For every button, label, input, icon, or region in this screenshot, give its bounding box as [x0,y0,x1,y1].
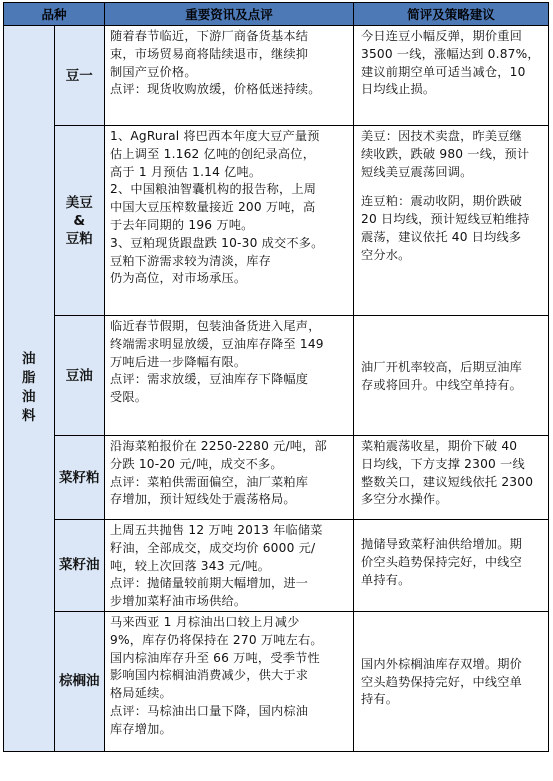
table-row [4,520,549,612]
info-cell: 随着春节临近，下游厂商备货基本结 束，市场贸易商将陆续退市，继续抑 制国产豆价格。 点评：现货收购放缓，价格低迷持续。 [105,26,354,126]
header-advice: 简评及策略建议 [354,3,549,26]
variety-cell: 豆油 [54,316,105,436]
advice-cell [354,316,549,436]
category-cell: 油 脂 油 料 [4,26,55,752]
info-cell: 上周五共抛售 12 万吨 2013 年临储菜 籽油，全部成交，成交均价 6000 元/ 吨，较上次回落 343 元/吨。 点评：抛储量较前期大幅增加，进一 步增加菜籽油市场供给。 [105,520,354,612]
header-row [4,3,549,26]
table-row [4,316,549,436]
table-row [4,436,549,520]
variety-cell: 菜籽油 [54,520,105,612]
advice-cell: 今日连豆小幅反弹，期价重回 3500 一线，涨幅达到 0.87%， 建议前期空单可适当减仓，10 日均线止损。 [354,26,549,126]
commodity-table [3,2,549,752]
advice-text: 国内外棕榈油库存双增。期价 空头趋势保持完好，中线空单 持有。 [361,656,523,707]
header-info: 重要资讯及点评 [105,3,354,26]
advice-cell [354,611,549,751]
advice-text: 抛储导致菜籽油供给增加。期 价空头趋势保持完好，中线空 单持有。 [361,537,523,587]
advice-cell: 菜粕震荡收星，期价下破 40 日均线，下方支撑 2300 一线 整数关口，建议短线依托 2300 多空分水操作。 [354,436,549,520]
variety-cell: 美豆 & 豆粕 [54,126,105,316]
variety-cell: 棕榈油 [54,611,105,751]
info-cell: 马来西亚 1 月棕油出口较上月减少 9%，库存仍将保持在 270 万吨左右。 国内棕油库存升至 66 万吨，受季节性 影响国内棕榈油消费减少，供大于求 格局延续。 点评：马棕油出口量下降，国内棕油 库存增加。 [105,611,354,751]
info-cell: 1、AgRural 将巴西本年度大豆产量预 估上调至 1.162 亿吨的创纪录高位， 高于 1 月预估 1.14 亿吨。 2、中国粮油智囊机构的报告称，上周 中国大豆压榨数量接近 200 万吨，高 于去年同期的 196 万吨。 3、豆粕现货跟盘跌 10-30 成交不多。 豆粕下游需求较为清淡，库存 仍为高位，对市场承压。 [105,126,354,316]
table-row [4,611,549,751]
info-cell: 沿海菜粕报价在 2250-2280 元/吨，部 分跌 10-20 元/吨，成交不多。 点评：菜粕供需面偏空，油厂菜粕库 存增加，预计短线处于震荡格局。 [105,436,354,520]
advice-soymeal: 连豆粕：震动收阴，期价跌破 20 日均线，预计短线豆粕维持 震荡，建议依托 40 日均线多 空分水。 [361,194,530,262]
advice-text: 油厂开机率较高，后期豆油库 存或将回升。中线空单持有。 [361,359,523,392]
table-row [4,126,549,316]
variety-cell: 菜籽粕 [54,436,105,520]
info-cell: 临近春节假期，包装油备货进入尾声， 终端需求明显放缓，豆油库存降至 149 万吨后进一步降幅有限。 点评：需求放缓，豆油库存下降幅度 受限。 [105,316,354,436]
advice-cell [354,126,549,316]
advice-cell [354,520,549,612]
variety-cell: 豆一 [54,26,105,126]
header-variety: 品种 [4,3,105,26]
table-row [4,26,549,126]
advice-us-soy: 美豆：因技术卖盘，昨美豆继 续收跌，跌破 980 一线，预计 短线美豆震荡回调。 [361,129,530,179]
